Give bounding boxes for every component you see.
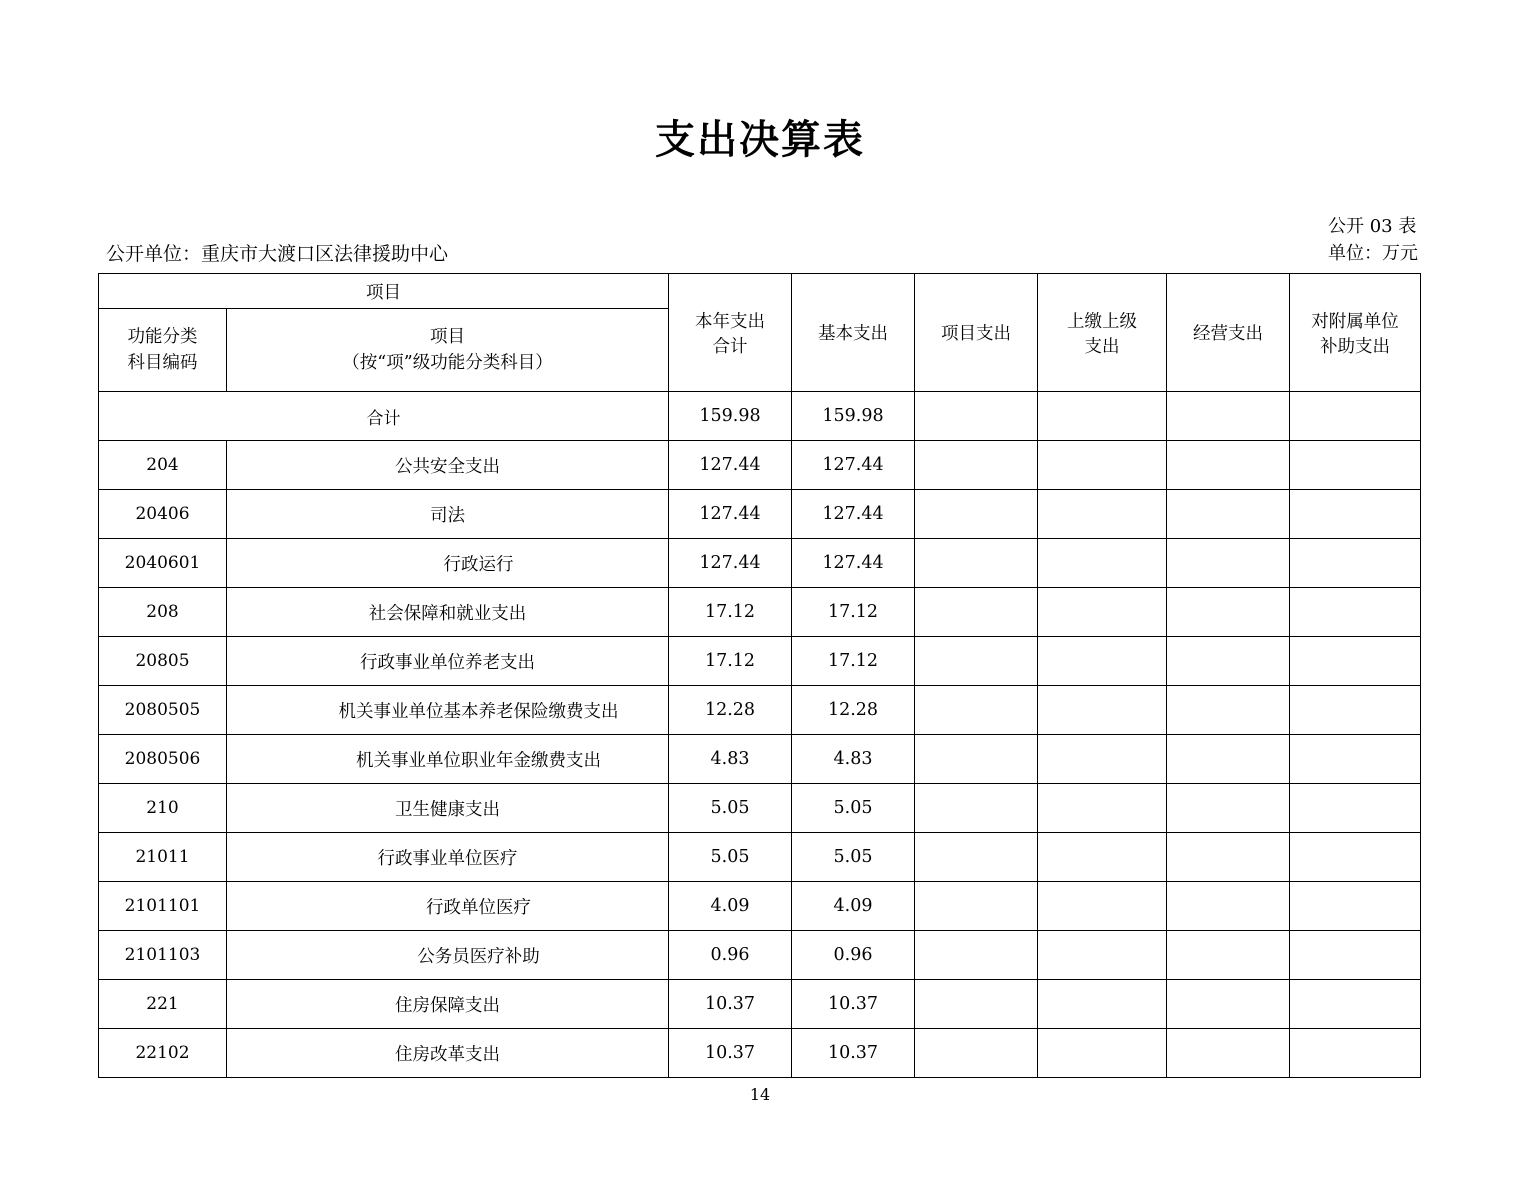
document-meta [96,217,1424,273]
header-total-line1: 本年支出 [695,311,765,332]
header-subsidy [1290,274,1421,392]
row-subsidy [1290,539,1421,588]
row-subsidy [1290,637,1421,686]
row-code: 2101103 [99,931,227,980]
row-subsidy [1290,686,1421,735]
row-basic: 127.44 [792,490,915,539]
row-item-name: 卫生健康支出 [227,784,669,833]
row-upper [1038,1029,1167,1078]
row-subsidy [1290,833,1421,882]
row-item-name: 司法 [227,490,669,539]
total-project [915,392,1038,441]
table-row [99,539,1421,588]
row-business [1167,784,1290,833]
table-row-total [99,392,1421,441]
total-subsidy [1290,392,1421,441]
header-item-line1: 项目 [430,327,465,347]
row-code: 2101101 [99,882,227,931]
row-business [1167,490,1290,539]
row-business [1167,980,1290,1029]
table-row [99,686,1421,735]
row-code: 2040601 [99,539,227,588]
row-project [915,637,1038,686]
table-body [99,392,1421,1078]
row-code: 20805 [99,637,227,686]
header-item-line2: （按“项”级功能分类科目） [342,353,553,373]
row-item-name: 行政单位医疗 [227,882,669,931]
row-business [1167,686,1290,735]
row-item-name: 机关事业单位基本养老保险缴费支出 [227,686,669,735]
table-row [99,833,1421,882]
header-upper-line2: 支出 [1084,336,1120,357]
header-subsidy-line2: 补助支出 [1320,336,1390,357]
row-project [915,931,1038,980]
total-this-year: 159.98 [669,392,792,441]
table-row [99,882,1421,931]
table-row [99,980,1421,1029]
row-basic: 12.28 [792,686,915,735]
row-item-name: 行政事业单位养老支出 [227,637,669,686]
row-basic: 127.44 [792,539,915,588]
header-project: 项目支出 [915,274,1038,392]
total-business [1167,392,1290,441]
row-basic: 4.09 [792,882,915,931]
row-item-name: 公共安全支出 [227,441,669,490]
row-business [1167,588,1290,637]
header-code [99,309,227,392]
row-business [1167,1029,1290,1078]
row-item-name: 社会保障和就业支出 [227,588,669,637]
row-code: 221 [99,980,227,1029]
row-subsidy [1290,784,1421,833]
header-code-line2: 科目编码 [127,353,198,373]
row-total: 12.28 [669,686,792,735]
row-upper [1038,539,1167,588]
table-row [99,1029,1421,1078]
row-business [1167,637,1290,686]
form-meta [1328,213,1418,267]
table-row [99,735,1421,784]
page-number: 14 [749,1085,771,1104]
row-total: 4.09 [669,882,792,931]
row-project [915,735,1038,784]
row-basic: 10.37 [792,1029,915,1078]
row-total: 4.83 [669,735,792,784]
row-code: 210 [99,784,227,833]
row-upper [1038,637,1167,686]
row-upper [1038,931,1167,980]
row-total: 0.96 [669,931,792,980]
row-subsidy [1290,882,1421,931]
table-row [99,490,1421,539]
row-basic: 5.05 [792,784,915,833]
row-total: 127.44 [669,490,792,539]
row-subsidy [1290,980,1421,1029]
table-header [99,274,1421,392]
publishing-unit: 公开单位：重庆市大渡口区法律援助中心 [106,243,449,265]
row-subsidy [1290,441,1421,490]
row-upper [1038,784,1167,833]
row-total: 127.44 [669,441,792,490]
row-business [1167,441,1290,490]
row-item-name: 行政事业单位医疗 [227,833,669,882]
row-upper [1038,490,1167,539]
row-project [915,588,1038,637]
expenditure-table [98,273,1421,1078]
row-basic: 17.12 [792,637,915,686]
row-subsidy [1290,490,1421,539]
header-total [669,274,792,392]
page-title: 支出决算表 [655,116,865,163]
row-total: 10.37 [669,1029,792,1078]
row-total: 127.44 [669,539,792,588]
row-subsidy [1290,1029,1421,1078]
total-upper [1038,392,1167,441]
row-code: 21011 [99,833,227,882]
row-code: 208 [99,588,227,637]
row-item-name: 公务员医疗补助 [227,931,669,980]
row-business [1167,931,1290,980]
row-upper [1038,882,1167,931]
row-code: 20406 [99,490,227,539]
row-business [1167,882,1290,931]
row-basic: 17.12 [792,588,915,637]
row-upper [1038,980,1167,1029]
row-project [915,539,1038,588]
table-row [99,784,1421,833]
row-project [915,686,1038,735]
row-subsidy [1290,588,1421,637]
document-page [0,108,1520,1182]
row-code: 2080505 [99,686,227,735]
header-upper [1038,274,1167,392]
row-project [915,833,1038,882]
header-upper-line1: 上缴上级 [1067,311,1137,332]
row-upper [1038,588,1167,637]
row-upper [1038,441,1167,490]
amount-unit: 单位：万元 [1328,243,1418,264]
row-basic: 0.96 [792,931,915,980]
row-item-name: 住房改革支出 [227,1029,669,1078]
header-total-line2: 合计 [712,336,748,357]
row-total: 17.12 [669,637,792,686]
table-row [99,637,1421,686]
row-basic: 127.44 [792,441,915,490]
row-project [915,1029,1038,1078]
row-subsidy [1290,735,1421,784]
header-business: 经营支出 [1167,274,1290,392]
row-subsidy [1290,931,1421,980]
row-upper [1038,833,1167,882]
row-business [1167,539,1290,588]
row-code: 2080506 [99,735,227,784]
table-row [99,588,1421,637]
row-basic: 4.83 [792,735,915,784]
row-code: 22102 [99,1029,227,1078]
row-upper [1038,686,1167,735]
row-upper [1038,735,1167,784]
table-row [99,931,1421,980]
row-business [1167,735,1290,784]
total-label: 合计 [99,392,669,441]
row-total: 10.37 [669,980,792,1029]
row-project [915,882,1038,931]
row-project [915,784,1038,833]
header-code-line1: 功能分类 [127,327,198,347]
row-item-name: 行政运行 [227,539,669,588]
total-basic: 159.98 [792,392,915,441]
row-total: 5.05 [669,833,792,882]
form-number: 公开 03 表 [1328,216,1417,237]
row-basic: 10.37 [792,980,915,1029]
row-code: 204 [99,441,227,490]
row-project [915,980,1038,1029]
header-subsidy-line1: 对附属单位 [1311,311,1399,332]
row-total: 5.05 [669,784,792,833]
row-business [1167,833,1290,882]
header-group-item: 项目 [99,274,669,309]
row-item-name: 住房保障支出 [227,980,669,1029]
row-project [915,441,1038,490]
header-item [227,309,669,392]
row-item-name: 机关事业单位职业年金缴费支出 [227,735,669,784]
row-total: 17.12 [669,588,792,637]
row-project [915,490,1038,539]
header-basic: 基本支出 [792,274,915,392]
row-basic: 5.05 [792,833,915,882]
table-row [99,441,1421,490]
